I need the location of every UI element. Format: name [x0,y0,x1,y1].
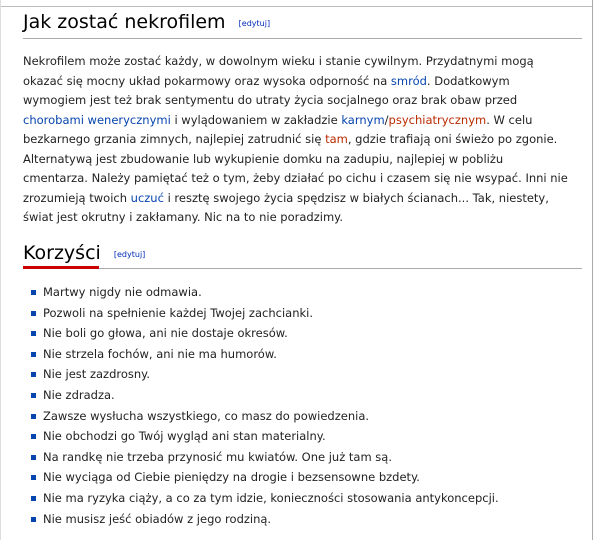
list-item-text: Na randkę nie trzeba przynosić mu kwiatów. One już tam są. [43,449,392,464]
section-heading-korzysci [23,240,582,269]
link-tam[interactable]: tam [325,132,348,146]
bullet-icon [31,311,36,316]
list-item [29,282,499,303]
heading-underline [23,266,99,269]
paragraph-text: . Dodatkowym wymogiem jest też brak sentymentu do utraty życia socjalnego oraz brak obaw przed [23,73,518,107]
list-item [29,467,499,488]
list-item [29,447,499,468]
paragraph-text: . W celu bezkarnego grzania zimnych, najlepiej zatrudnić się [23,112,533,146]
edit-section-link[interactable]: [edytuj] [238,19,271,28]
section-heading-jak-zostac [23,8,582,39]
list-item [29,406,499,427]
link-choroby-weneryczne[interactable]: chorobami wenerycznymi [23,112,171,127]
link-psychiatrycznym[interactable]: psychiatrycznym [388,112,487,127]
list-item [29,344,499,365]
list-item-text: Nie obchodzi go Twój wygląd ani stan materialny. [43,429,326,444]
bullet-icon [31,331,36,336]
list-item-text: Nie strzela fochów, ani nie ma humorów. [43,346,277,361]
list-item [29,488,499,509]
paragraph-text: Nekrofilem może zostać każdy, w dowolnym wieku i stanie cywilnym. Przydatnymi mogą okazać się mocny układ pokarmowy oraz wysoka odporność na [23,54,534,88]
bullet-icon [31,372,36,377]
list-item [29,364,499,385]
list-item-text: Nie jest zazdrosny. [43,367,150,382]
link-uczuc[interactable]: uczuć [130,190,164,205]
bullet-icon [31,517,36,522]
intro-paragraph [23,52,571,228]
bullet-icon [31,434,36,439]
bullet-icon [31,414,36,419]
section-title: Jak zostać nekrofilem [23,11,226,33]
list-item [29,385,499,406]
list-item-text: Zawsze wysłucha wszystkiego, co masz do powiedzenia. [43,408,370,423]
bullet-icon [31,496,36,501]
list-item [29,426,499,447]
bullet-icon [31,352,36,357]
bullet-icon [31,290,36,295]
list-item-text: Martwy nigdy nie odmawia. [43,285,202,299]
bullet-icon [31,455,36,460]
section-title: Korzyści [23,242,101,264]
list-item [29,303,499,324]
paragraph-text: i wylądowaniem w zakładzie [170,112,342,127]
edit-section-link[interactable]: [edytuj] [113,250,146,259]
paragraph-separator: / [384,112,389,127]
paragraph-text: i resztę swojego życia spędzisz w białych ścianach... Tak, niestety, świat jest okrutny i zakłamany. Nic na to nie poradzimy. [23,190,549,224]
link-smrod[interactable]: smród [390,73,427,88]
list-item-text: Nie wyciąga od Ciebie pieniędzy na drogie i bezsensowne bzdety. [43,470,420,485]
list-item-text: Pozwoli na spełnienie każdej Twojej zachcianki. [43,305,313,320]
bullet-icon [31,475,36,480]
benefits-list [29,282,499,529]
link-karnym[interactable]: karnym [341,112,385,127]
list-item-text: Nie musisz jeść obiadów z jego rodziną. [43,511,272,526]
bullet-icon [31,393,36,398]
paragraph-text: , gdzie trafiają oni świeżo po zgonie. Alternatywą jest zbudowanie lub wykupienie domku na zadupiu, najlepiej w pobliżu cmentarza. Należy pamiętać też o tym, żeby działać po cichu i czasem się nie wsypać. Inni nie zrozumieją twoich [23,132,568,205]
list-item-text: Nie zdradza. [43,387,115,402]
list-item [29,323,499,344]
list-item-text: Nie ma ryzyka ciąży, a co za tym idzie, konieczności stosowania antykoncepcji. [43,490,499,505]
list-item [29,509,499,530]
list-item-text: Nie boli go głowa, ani nie dostaje okresów. [43,326,288,341]
top-divider [1,0,592,7]
